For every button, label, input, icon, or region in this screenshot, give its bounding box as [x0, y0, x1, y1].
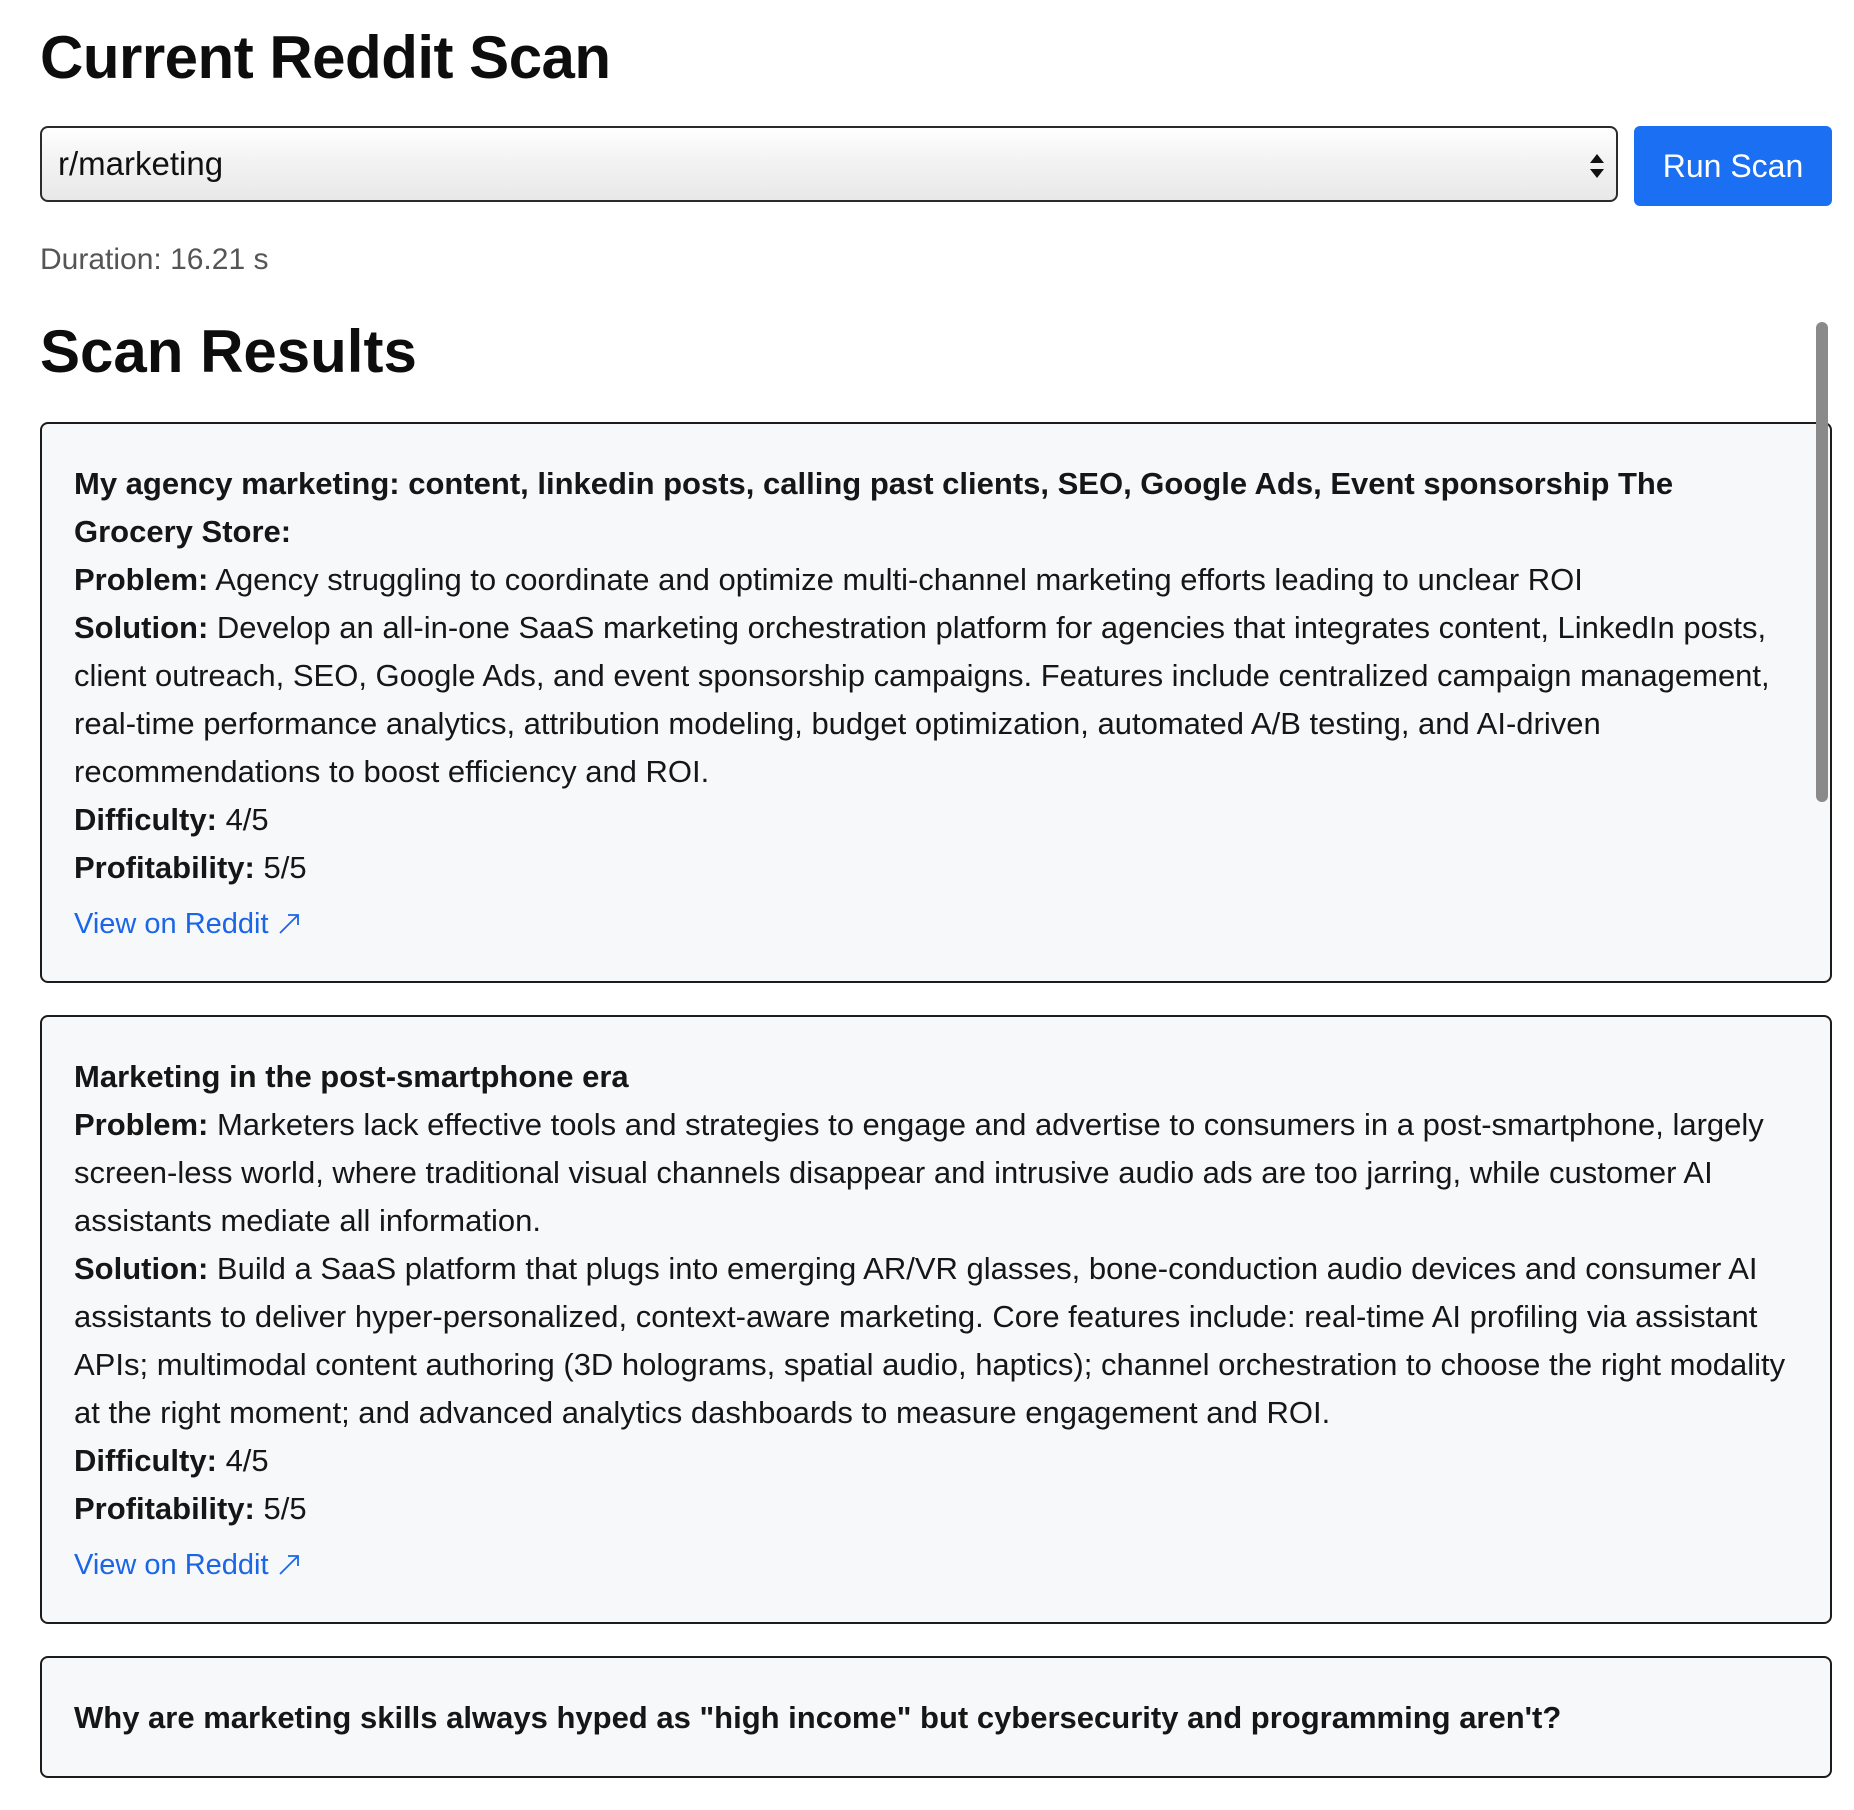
- difficulty-label: Difficulty:: [74, 802, 217, 837]
- profitability-label: Profitability:: [74, 850, 255, 885]
- result-card: [40, 422, 1832, 983]
- result-title: Marketing in the post-smartphone era: [74, 1059, 629, 1094]
- result-card: [40, 1656, 1832, 1778]
- solution-label: Solution:: [74, 1251, 209, 1286]
- result-profitability: [74, 1485, 1798, 1533]
- subreddit-select-value: r/marketing: [58, 145, 224, 182]
- result-title: My agency marketing: content, linkedin posts, calling past clients, SEO, Google Ads, Event sponsorship The Grocery Store:: [74, 466, 1674, 549]
- subreddit-select[interactable]: [40, 126, 1618, 202]
- solution-text: Build a SaaS platform that plugs into emerging AR/VR glasses, bone-conduction audio devices and consumer AI assistants to deliver hyper-personalized, context-aware marketing. Core features include: real-time AI profiling via assistant APIs; multimodal content authoring (3D holograms, spatial audio, haptics); channel orchestration to choose the right modality at the right moment; and advanced analytics dashboards to measure engagement and ROI.: [74, 1251, 1786, 1430]
- difficulty-label: Difficulty:: [74, 1443, 217, 1478]
- results-title: Scan Results: [40, 318, 417, 385]
- view-on-reddit-label: View on Reddit: [74, 908, 269, 940]
- difficulty-value: 4/5: [225, 1443, 269, 1478]
- scan-controls: [40, 126, 1832, 206]
- result-difficulty: [74, 1437, 1798, 1485]
- view-on-reddit-label: View on Reddit: [74, 1549, 269, 1581]
- result-title: Why are marketing skills always hyped as "high income" but cybersecurity and programming aren't?: [74, 1700, 1562, 1735]
- problem-text: Marketers lack effective tools and strategies to engage and advertise to consumers in a post-smartphone, largely screen-less world, where traditional visual channels disappear and intrusive audio ads are too jarring, while customer AI assistants mediate all information.: [74, 1107, 1764, 1238]
- solution-label: Solution:: [74, 610, 209, 645]
- profitability-label: Profitability:: [74, 1491, 255, 1526]
- solution-text: Develop an all-in-one SaaS marketing orchestration platform for agencies that integrates content, LinkedIn posts, client outreach, SEO, Google Ads, and event sponsorship campaigns. Features include centralized campaign management, real-time performance analytics, attribution modeling, budget optimization, automated A/B testing, and AI-driven recommendations to boost efficiency and ROI.: [74, 610, 1770, 789]
- result-card: [40, 1015, 1832, 1624]
- page-title: Current Reddit Scan: [40, 24, 611, 91]
- result-problem: [74, 556, 1798, 604]
- profitability-value: 5/5: [263, 1491, 307, 1526]
- scan-duration: Duration: 16.21 s: [40, 243, 269, 276]
- select-updown-icon: [1588, 152, 1606, 180]
- result-profitability: [74, 844, 1798, 892]
- external-link-icon: [277, 1553, 301, 1577]
- external-link-icon: [277, 912, 301, 936]
- results-list: [40, 422, 1832, 1810]
- difficulty-value: 4/5: [225, 802, 269, 837]
- problem-text: Agency struggling to coordinate and optimize multi-channel marketing efforts leading to unclear ROI: [215, 562, 1583, 597]
- view-on-reddit-link[interactable]: [74, 904, 301, 944]
- run-scan-button[interactable]: Run Scan: [1634, 126, 1832, 206]
- result-problem: [74, 1101, 1798, 1245]
- scan-page: [40, 0, 1832, 1735]
- problem-label: Problem:: [74, 562, 209, 597]
- scrollbar-thumb[interactable]: [1816, 322, 1828, 802]
- problem-label: Problem:: [74, 1107, 209, 1142]
- result-difficulty: [74, 796, 1798, 844]
- result-solution: [74, 1245, 1798, 1437]
- profitability-value: 5/5: [263, 850, 307, 885]
- view-on-reddit-link[interactable]: [74, 1545, 301, 1585]
- result-solution: [74, 604, 1798, 796]
